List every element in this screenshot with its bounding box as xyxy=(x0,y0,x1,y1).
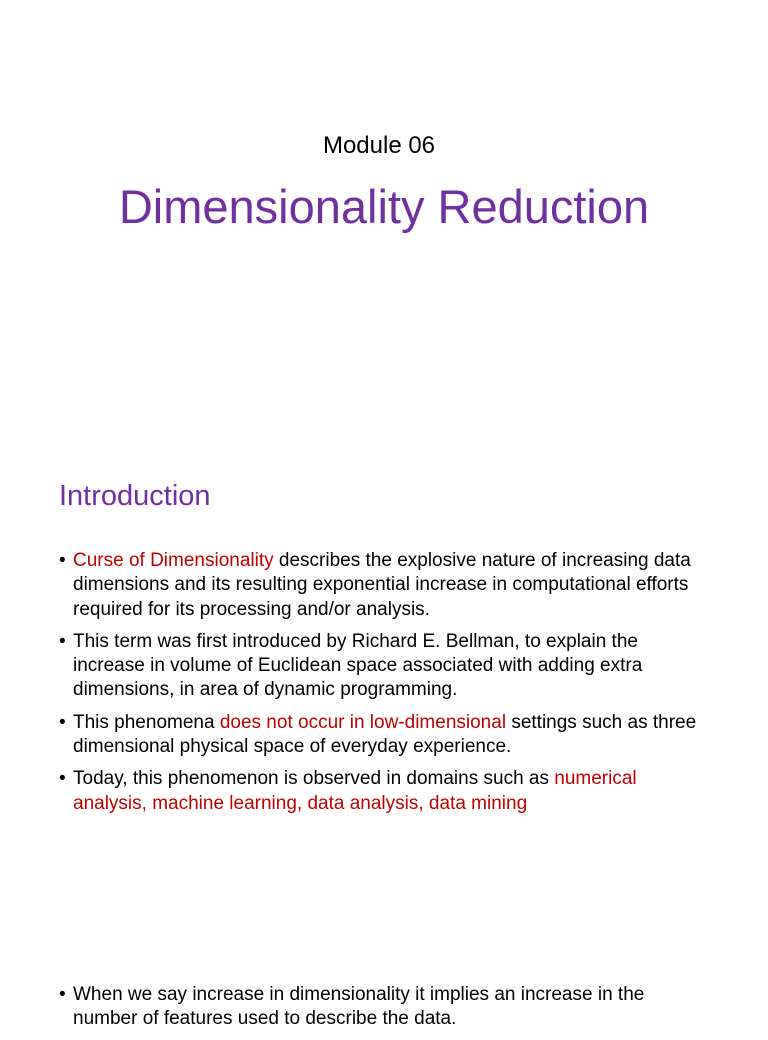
slide-title: Dimensionality Reduction xyxy=(118,180,650,233)
title-slide xyxy=(0,0,768,432)
bullet-text: This term was first introduced by Richard E. Bellman, to explain the increase in volume of Euclidean space associated with adding extra dimensions, in area of dynamic programming. xyxy=(73,630,643,701)
module-label: Module 06 xyxy=(322,132,436,159)
bullet-text: When we say increase in dimensionality it implies an increase in the number of features used to describe the data. xyxy=(73,984,645,1030)
highlighted-term: Curse of Dimensionality xyxy=(73,550,274,571)
highlighted-term: numerical analysis, machine learning, data analysis, data mining xyxy=(73,768,637,814)
bullet-text: Today, this phenomenon is observed in domains such as xyxy=(73,768,555,790)
highlighted-term: does not occur in low-dimensional xyxy=(219,711,507,733)
bullet-text: describes the explosive nature of increasing data dimensions and its resulting exponential increase in computational efforts required for its processing and/or analysis. xyxy=(73,550,691,620)
bullet-item xyxy=(59,549,709,622)
bullet-text: This phenomena xyxy=(73,711,220,733)
bullet-item xyxy=(59,711,709,760)
bullet-list xyxy=(59,983,709,1040)
bullet-list xyxy=(59,549,709,824)
bullet-marker: • xyxy=(59,984,66,1005)
bullet-item xyxy=(59,630,709,703)
section-heading: Introduction xyxy=(59,480,211,512)
bullet-item xyxy=(59,983,709,1032)
bullet-marker: • xyxy=(59,630,66,652)
bullet-marker: • xyxy=(59,711,66,733)
bullet-item xyxy=(59,767,709,816)
bullet-text: settings such as three dimensional physical space of everyday experience. xyxy=(73,711,697,758)
bullet-marker: • xyxy=(59,768,66,790)
introduction-slide xyxy=(0,432,768,960)
continuation-slide xyxy=(0,960,768,1030)
bullet-marker: • xyxy=(59,550,66,571)
